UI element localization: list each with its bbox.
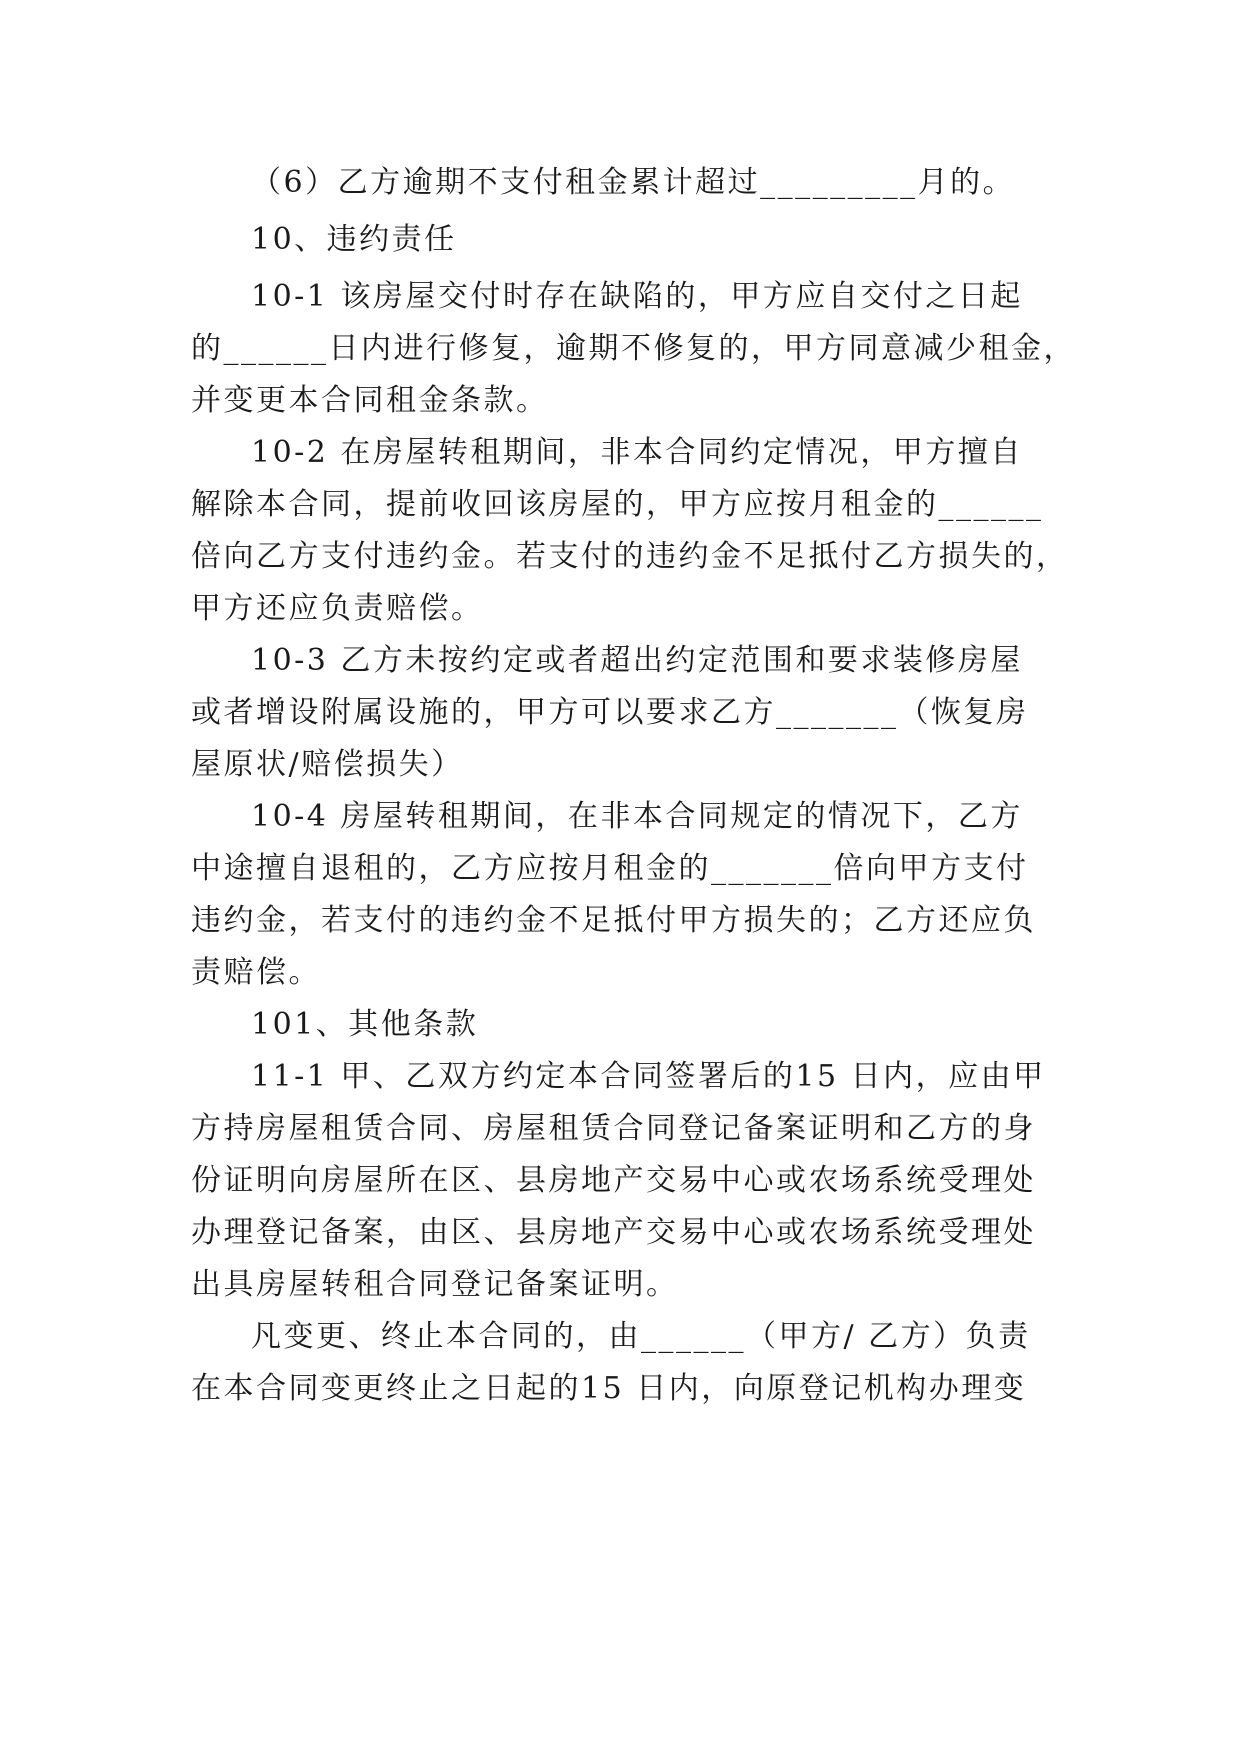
section-heading-breach: 10、违约责任 bbox=[251, 222, 457, 257]
clause-10-2-line-2: 解除本合同，提前收回该房屋的，甲方应按月租金的______ bbox=[191, 487, 1044, 522]
clause-10-3-line-1: 10-3 乙方未按约定或者超出约定范围和要求装修房屋 bbox=[251, 643, 1023, 678]
clause-10-2-line-1: 10-2 在房屋转租期间，非本合同约定情况，甲方擅自 bbox=[251, 435, 1023, 470]
clause-10-2-line-3: 倍向乙方支付违约金。若支付的违约金不足抵付乙方损失的， bbox=[191, 539, 1069, 574]
clause-10-2-line-4: 甲方还应负责赔偿。 bbox=[191, 591, 484, 626]
clause-10-1-line-3: 并变更本合同租金条款。 bbox=[191, 383, 549, 418]
clause-10-4-line-1: 10-4 房屋转租期间，在非本合同规定的情况下，乙方 bbox=[251, 799, 1023, 834]
clause-10-4-line-3: 违约金，若支付的违约金不足抵付甲方损失的；乙方还应负 bbox=[191, 903, 1036, 938]
clause-10-4-line-2: 中途擅自退租的，乙方应按月租金的_______倍向甲方支付 bbox=[191, 851, 1029, 886]
section-heading-other-terms: 101、其他条款 bbox=[251, 1007, 479, 1042]
clause-11-1-line-4: 办理登记备案，由区、县房地产交易中心或农场系统受理处 bbox=[191, 1215, 1036, 1250]
clause-10-4-line-4: 责赔偿。 bbox=[191, 955, 321, 990]
clause-11-1-line-1: 11-1 甲、乙双方约定本合同签署后的15 日内，应由甲 bbox=[251, 1059, 1046, 1094]
paragraph-change-termination-line-2: 在本合同变更终止之日起的15 日内，向原登记机构办理变 bbox=[191, 1371, 1027, 1406]
clause-10-3-line-2: 或者增设附属设施的，甲方可以要求乙方_______（恢复房 bbox=[191, 695, 1029, 730]
clause-11-1-line-3: 份证明向房屋所在区、县房地产交易中心或农场系统受理处 bbox=[191, 1163, 1036, 1198]
clause-10-1-line-2: 的______日内进行修复，逾期不修复的，甲方同意减少租金， bbox=[191, 331, 1076, 366]
clause-9-item-6: （6）乙方逾期不支付租金累计超过_________月的。 bbox=[251, 165, 1016, 200]
clause-10-1-line-1: 10-1 该房屋交付时存在缺陷的，甲方应自交付之日起 bbox=[251, 279, 1023, 314]
clause-11-1-line-2: 方持房屋租赁合同、房屋租赁合同登记备案证明和乙方的身 bbox=[191, 1111, 1036, 1146]
clause-10-3-line-3: 屋原状/赔偿损失） bbox=[191, 747, 464, 782]
paragraph-change-termination-line-1: 凡变更、终止本合同的，由______（甲方/ 乙方）负责 bbox=[251, 1319, 1031, 1354]
clause-11-1-line-5: 出具房屋转租合同登记备案证明。 bbox=[191, 1267, 679, 1302]
